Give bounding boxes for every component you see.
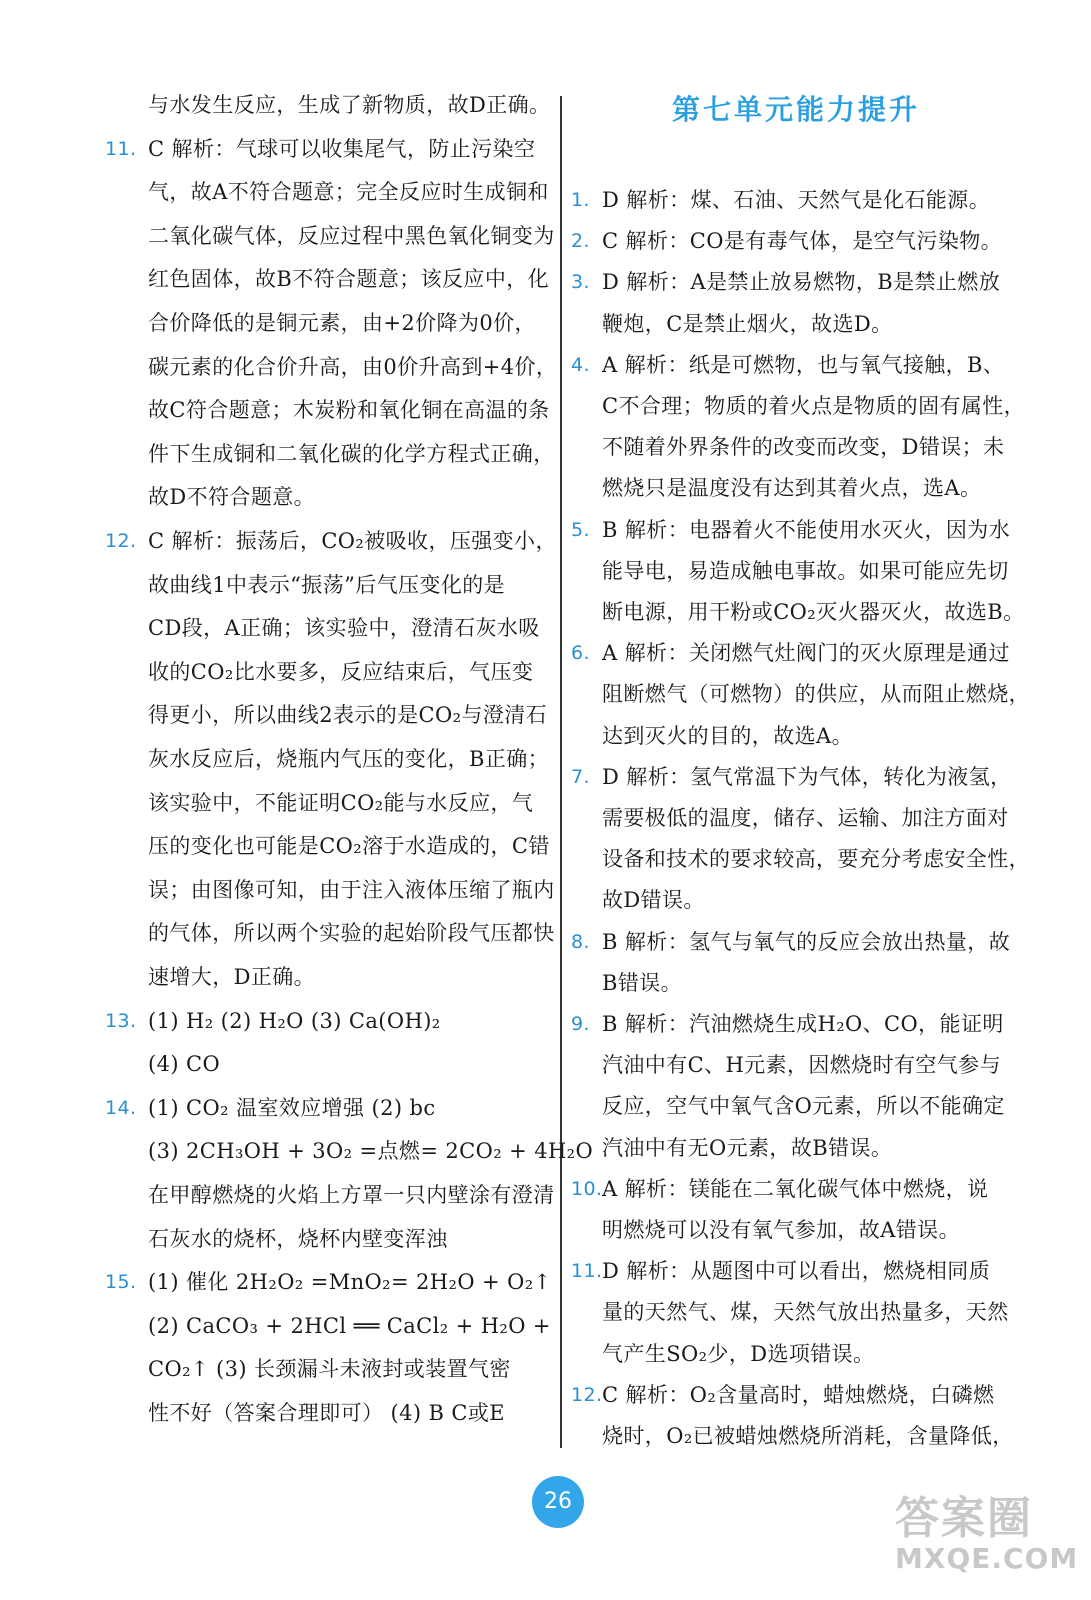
answer-text: (4) CO [148, 1052, 221, 1077]
answer-text: 故曲线1中表示“振荡”后气压变化的是 [148, 572, 506, 597]
question-number: 3. [571, 271, 590, 294]
column-divider [560, 96, 562, 1448]
answer-text: (2) CaCO₃ + 2HCl ══ CaCl₂ + H₂O + [148, 1313, 551, 1338]
answer-text: 收的CO₂比水要多，反应结束后，气压变 [148, 659, 534, 684]
answer-text: 烧时，O₂已被蜡烛燃烧所消耗，含量降低， [602, 1424, 1014, 1448]
question-number: 14. [105, 1096, 137, 1119]
answer-text: 碳元素的化合价升高，由0价升高到+4价， [148, 354, 558, 379]
answer-text: CD段，A正确；该实验中，澄清石灰水吸 [148, 616, 540, 641]
answer-text: D 解析：从题图中可以看出，燃烧相同质 [602, 1259, 991, 1284]
answer-text: 误；由图像可知，由于注入液体压缩了瓶内 [148, 877, 555, 902]
answer-text: 阻断燃气（可燃物）的供应，从而阻止燃烧， [602, 682, 1030, 707]
answer-text: C 解析：气球可以收集尾气，防止污染空 [148, 136, 536, 161]
question-number: 10. [571, 1177, 603, 1200]
answer-text: D 解析：氢气常温下为气体，转化为液氢， [602, 764, 1012, 789]
question-number: 11. [105, 137, 137, 160]
answer-text: 性不好（答案合理即可） (4) B C或E [148, 1401, 506, 1425]
answer-text: 与水发生反应，生成了新物质，故D正确。 [148, 93, 551, 117]
answer-text: 汽油中有无O元素，故B错误。 [602, 1135, 893, 1160]
answer-text: 二氧化碳气体，反应过程中黑色氧化铜变为 [148, 223, 555, 248]
answer-text: 红色固体，故B不符合题意；该反应中，化 [148, 267, 550, 292]
question-number: 15. [105, 1271, 137, 1294]
answer-text: 量的天然气、煤，天然气放出热量多，天然 [602, 1300, 1009, 1325]
answer-text: A 解析：纸是可燃物，也与氧气接触，B、 [602, 352, 1005, 377]
page-number: 26 [532, 1476, 584, 1528]
answer-text: C 解析：振荡后，CO₂被吸收，压强变小， [148, 529, 557, 553]
answer-text: 汽油中有C、H元素，因燃烧时有空气参与 [602, 1053, 1001, 1078]
answer-text: 故D不符合题意。 [148, 485, 316, 510]
answer-text: 能导电，易造成触电事故。如果可能应先切 [602, 558, 1009, 583]
answer-text: D 解析：煤、石油、天然气是化石能源。 [602, 188, 991, 212]
answer-text: B错误。 [602, 970, 683, 995]
answer-text: B 解析：汽油燃烧生成H₂O、CO，能证明 [602, 1012, 1004, 1036]
question-number: 12. [571, 1383, 603, 1406]
answer-text: 石灰水的烧杯，烧杯内壁变浑浊 [148, 1226, 448, 1251]
answer-text: 故C符合题意；木炭粉和氧化铜在高温的条 [148, 398, 550, 423]
answer-text: 气产生SO₂少，D选项错误。 [602, 1341, 875, 1366]
answer-text: A 解析：镁能在二氧化碳气体中燃烧，说 [602, 1176, 989, 1201]
answer-text: 合价降低的是铜元素，由+2价降为0价， [148, 311, 536, 335]
question-number: 2. [571, 230, 590, 253]
answer-text: 气，故A不符合题意；完全反应时生成铜和 [148, 180, 549, 205]
question-number: 9. [571, 1013, 590, 1035]
question-number: 8. [571, 930, 590, 953]
answer-text: 该实验中，不能证明CO₂能与水反应，气 [148, 790, 534, 815]
answer-text: 灰水反应后，烧瓶内气压的变化，B正确； [148, 747, 550, 771]
watermark-line1: 答案圈 [895, 1493, 1033, 1544]
section-title: 第七单元能力提升 [672, 93, 921, 126]
question-number: 6. [571, 642, 590, 665]
answer-text: C不合理；物质的着火点是物质的固有属性， [602, 394, 1026, 418]
question-number: 11. [571, 1260, 603, 1283]
answer-text: 需要极低的温度，储存、运输、加注方面对 [602, 806, 1009, 830]
answer-text: 件下生成铜和二氧化碳的化学方程式正确， [148, 441, 555, 466]
question-number: 7. [571, 765, 590, 788]
answer-text: C 解析：O₂含量高时，蜡烛燃烧，白磷燃 [602, 1382, 995, 1407]
answer-text: B 解析：电器着火不能使用水灭火，因为水 [602, 517, 1011, 542]
watermark-line2: MXQE.COM [895, 1542, 1079, 1575]
answer-text: 明燃烧可以没有氧气参加，故A错误。 [602, 1218, 960, 1242]
answer-text: 鞭炮，C是禁止烟火，故选D。 [602, 311, 893, 336]
answer-text: (3) 2CH₃OH + 3O₂ =点燃= 2CO₂ + 4H₂O [148, 1139, 594, 1164]
question-number: 13. [105, 1009, 137, 1032]
answer-text: 燃烧只是温度没有达到其着火点，选A。 [602, 476, 982, 501]
answer-text: 的气体，所以两个实验的起始阶段气压都快 [148, 921, 555, 946]
question-number: 12. [105, 530, 137, 552]
answer-text: 速增大，D正确。 [148, 965, 316, 989]
answer-text: (1) CO₂ 温室效应增强 (2) bc [148, 1095, 436, 1120]
answer-text: C 解析：CO是有毒气体，是空气污染物。 [602, 229, 1003, 254]
answer-text: CO₂↑ (3) 长颈漏斗未液封或装置气密 [148, 1357, 511, 1382]
answer-text: A 解析：关闭燃气灶阀门的灭火原理是通过 [602, 641, 1010, 666]
question-number: 4. [571, 353, 590, 376]
watermark-logo [895, 1482, 1079, 1582]
answer-text: (1) H₂ (2) H₂O (3) Ca(OH)₂ [148, 1008, 441, 1033]
answer-text: 达到灭火的目的，故选A。 [602, 723, 853, 748]
answer-text: 压的变化也可能是CO₂溶于水造成的，C错 [148, 834, 550, 859]
question-number: 1. [571, 189, 590, 211]
answer-text: 得更小，所以曲线2表示的是CO₂与澄清石 [148, 703, 548, 728]
answer-text: 故D错误。 [602, 888, 705, 913]
answer-text: 反应，空气中氧气含O元素，所以不能确定 [602, 1094, 1005, 1119]
question-number: 5. [571, 518, 590, 541]
answer-text: B 解析：氢气与氧气的反应会放出热量，故 [602, 929, 1011, 954]
answer-text: 在甲醇燃烧的火焰上方罩一只内壁涂有澄清 [148, 1183, 555, 1207]
answer-text: 不随着外界条件的改变而改变，D错误；未 [602, 435, 1005, 460]
answer-text: 设备和技术的要求较高，要充分考虑安全性， [602, 847, 1030, 872]
answer-text: (1) 催化 2H₂O₂ =MnO₂= 2H₂O + O₂↑ [148, 1270, 552, 1295]
answer-text: D 解析：A是禁止放易燃物，B是禁止燃放 [602, 270, 1001, 295]
answer-text: 断电源，用干粉或CO₂灭火器灭火，故选B。 [602, 600, 1025, 624]
